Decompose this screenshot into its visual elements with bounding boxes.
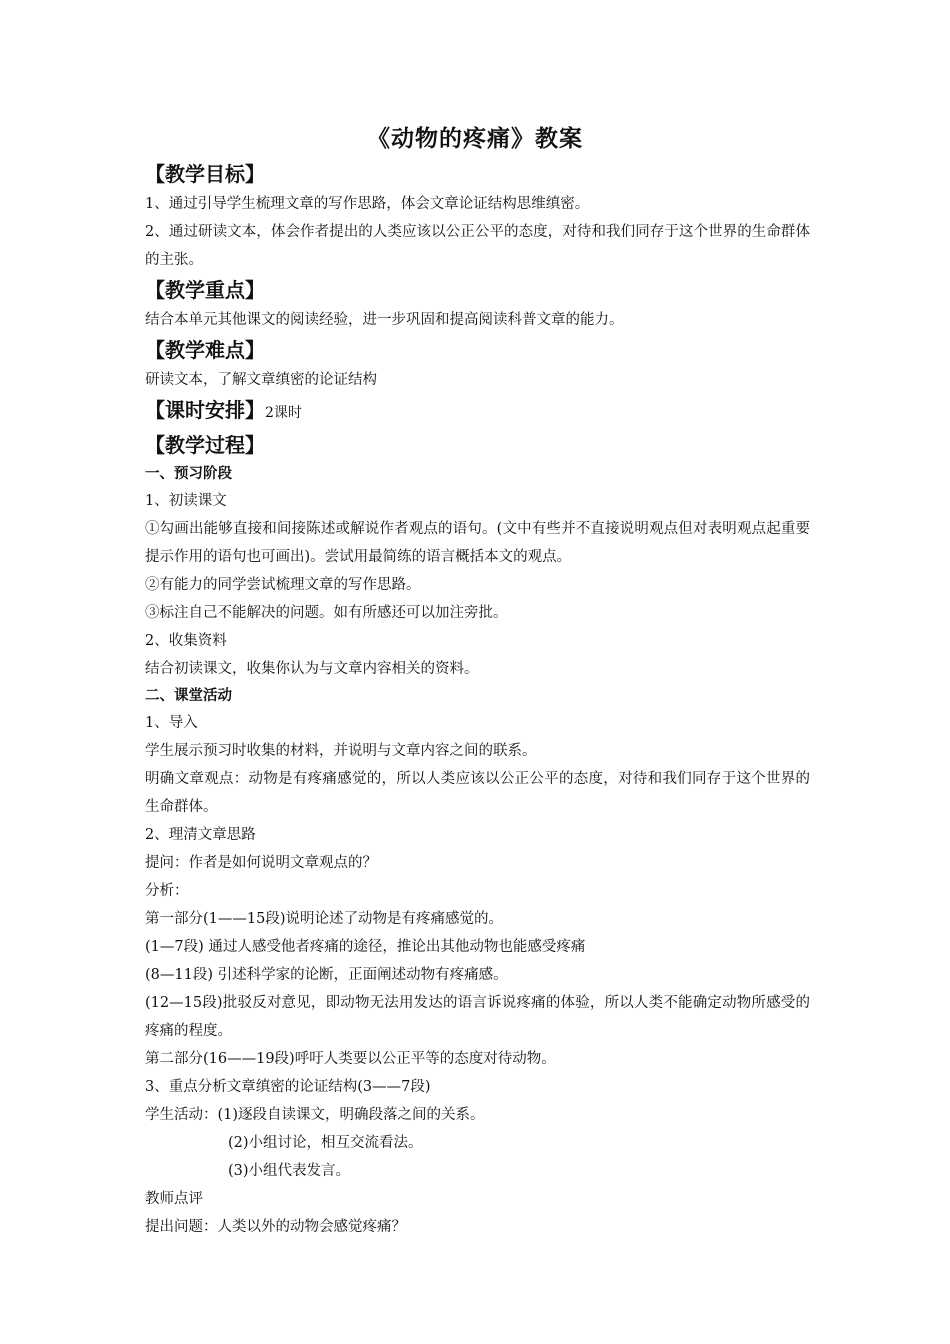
step-text: ①勾画出能够直接和间接陈述或解说作者观点的语句。(文中有些并不直接说明观点但对表明观点起重要提示作用的语句也可画出)。尝试用最简练的语言概括本文的观点。 — [145, 521, 810, 565]
activity-item: (2)小组讨论，相互交流看法。 — [228, 1135, 423, 1151]
step-title: 1、初读课文 — [145, 493, 227, 509]
step-text: (8—11段) 引述科学家的论断，正面阐述动物有疼痛感。 — [145, 967, 508, 983]
schedule-heading — [145, 394, 810, 429]
stage-title: 一、预习阶段 — [145, 466, 232, 482]
step-text: 提问：作者是如何说明文章观点的？ — [145, 855, 377, 871]
step-text: 第一部分(1——15段)说明论述了动物是有疼痛感觉的。 — [145, 911, 503, 927]
document-title: 《动物的疼痛》教案 — [367, 126, 583, 152]
step-text: 教师点评 — [145, 1191, 203, 1207]
step-text: (12—15段)批驳反对意见，即动物无法用发达的语言诉说疼痛的体验，所以人类不能确定动物所感受的疼痛的程度。 — [145, 995, 810, 1039]
difficulty-heading: 【教学难点】 — [145, 338, 265, 362]
step-text: 明确文章观点：动物是有疼痛感觉的，所以人类应该以公正公平的态度，对待和我们同存于这个世界的生命群体。 — [145, 771, 810, 815]
difficulty-text: 研读文本，了解文章缜密的论证结构 — [145, 372, 377, 388]
step-text: ②有能力的同学尝试梳理文章的写作思路。 — [145, 577, 421, 593]
objectives-heading: 【教学目标】 — [145, 162, 265, 186]
activity-item: 学生活动：(1)逐段自读课文，明确段落之间的关系。 — [145, 1107, 485, 1123]
step-text: 提出问题：人类以外的动物会感觉疼痛？ — [145, 1219, 406, 1235]
schedule-heading-label: 【课时安排】 — [145, 398, 265, 422]
step-text: (1—7段) 通过人感受他者疼痛的途径，推论出其他动物也能感受疼痛 — [145, 939, 586, 955]
step-text: 结合初读课文，收集你认为与文章内容相关的资料。 — [145, 661, 479, 677]
step-title: 2、理清文章思路 — [145, 827, 256, 843]
step-title: 3、重点分析文章缜密的论证结构(3——7段) — [145, 1079, 431, 1095]
step-text: 分析： — [145, 883, 189, 899]
activity-item: (3)小组代表发言。 — [228, 1163, 351, 1179]
schedule-value: 2课时 — [265, 405, 302, 421]
step-text: 第二部分(16——19段)呼吁人类要以公正平等的态度对待动物。 — [145, 1051, 556, 1067]
step-title: 2、收集资料 — [145, 633, 227, 649]
focus-heading: 【教学重点】 — [145, 278, 265, 302]
process-heading: 【教学过程】 — [145, 433, 265, 457]
objective-item: 1、通过引导学生梳理文章的写作思路，体会文章论证结构思维缜密。 — [145, 196, 590, 212]
step-text: ③标注自己不能解决的问题。如有所感还可以加注旁批。 — [145, 605, 508, 621]
step-title: 1、导入 — [145, 715, 198, 731]
focus-text: 结合本单元其他课文的阅读经验，进一步巩固和提高阅读科普文章的能力。 — [145, 312, 624, 328]
step-text: 学生展示预习时收集的材料，并说明与文章内容之间的联系。 — [145, 743, 537, 759]
objective-item: 2、通过研读文本，体会作者提出的人类应该以公正公平的态度，对待和我们同存于这个世界的生命群体的主张。 — [145, 224, 810, 268]
document-body — [145, 158, 810, 1241]
stage-title: 二、课堂活动 — [145, 688, 232, 704]
